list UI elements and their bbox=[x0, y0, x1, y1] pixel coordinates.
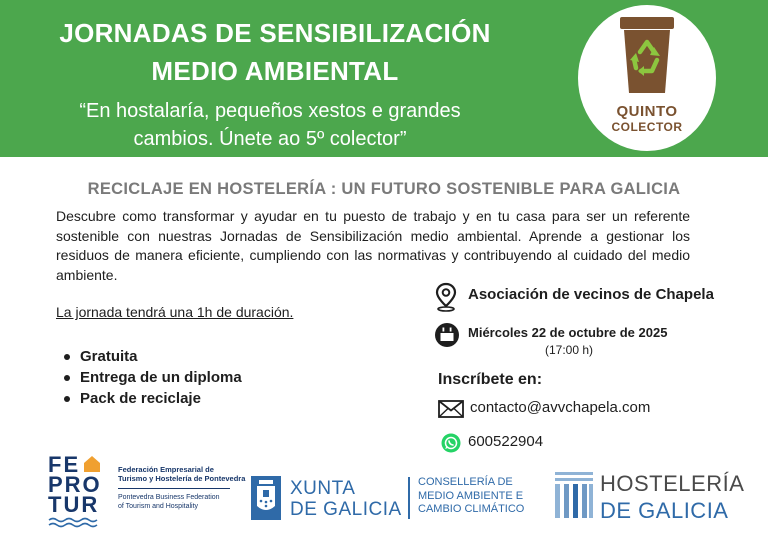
contact-email-link[interactable]: contacto@avvchapela.com bbox=[470, 399, 651, 416]
hosteleria-emblem-icon bbox=[553, 468, 595, 520]
tagline-quote bbox=[0, 97, 540, 153]
conselleria-line-2: MEDIO AMBIENTE E bbox=[418, 489, 524, 502]
waves-icon bbox=[48, 517, 100, 529]
feprotur-name-en: Pontevedra Business Federation of Tourism and Hospitality bbox=[118, 494, 220, 510]
quinto-colector-logo bbox=[578, 5, 716, 151]
feprotur-text-1: FE bbox=[48, 452, 81, 477]
conselleria-name bbox=[418, 476, 524, 517]
hosteleria-wordmark bbox=[600, 470, 744, 524]
contact-phone: 600522904 bbox=[468, 433, 544, 450]
xunta-line-1: XUNTA bbox=[290, 478, 356, 499]
house-icon bbox=[82, 455, 102, 473]
section-subtitle: RECICLAJE EN HOSTELERÍA : UN FUTURO SOSTENIBLE PARA GALICIA bbox=[87, 180, 681, 198]
tagline-line-2: cambios. Únete ao 5º colector” bbox=[133, 128, 407, 150]
calendar-icon bbox=[434, 322, 460, 348]
conselleria-line-1: CONSELLERÍA DE bbox=[418, 476, 513, 488]
list-item: Gratuita bbox=[60, 346, 242, 367]
divider bbox=[408, 477, 410, 519]
xunta-wordmark bbox=[290, 478, 402, 520]
location-pin-icon bbox=[434, 282, 458, 312]
envelope-icon bbox=[438, 400, 464, 418]
xunta-coat-of-arms-icon bbox=[251, 476, 281, 520]
list-item: Pack de reciclaje bbox=[60, 388, 242, 409]
header-banner bbox=[0, 0, 768, 157]
event-location: Asociación de vecinos de Chapela bbox=[468, 286, 714, 303]
register-heading: Inscríbete en: bbox=[438, 371, 543, 388]
xunta-line-2: DE GALICIA bbox=[290, 499, 402, 520]
title-line-2: MEDIO AMBIENTAL bbox=[151, 56, 399, 86]
event-time: (17:00 h) bbox=[545, 343, 594, 357]
recycling-bin-icon bbox=[578, 5, 716, 103]
logo-word-1: QUINTO bbox=[616, 103, 678, 120]
feprotur-name: Federación Empresarial de Turismo y Hostelería de Pontevedra bbox=[118, 465, 246, 483]
feprotur-text-2: PRO bbox=[48, 472, 102, 497]
benefits-list bbox=[60, 346, 242, 409]
title-line-1: JORNADAS DE SENSIBILIZACIÓN bbox=[59, 18, 491, 48]
conselleria-line-3: CAMBIO CLIMÁTICO bbox=[418, 503, 525, 515]
event-date: Miércoles 22 de octubre de 2025 bbox=[468, 325, 668, 340]
logo-word-2: COLECTOR bbox=[611, 120, 683, 134]
hosteleria-line-2: DE GALICIA bbox=[600, 498, 729, 523]
list-item: Entrega de un diploma bbox=[60, 367, 242, 388]
feprotur-text-3: TUR bbox=[48, 492, 100, 517]
whatsapp-icon bbox=[441, 433, 461, 453]
tagline-line-1: “En hostalaría, pequeños xestos e grandes bbox=[79, 100, 461, 122]
duration-note: La jornada tendrá una 1h de duración. bbox=[56, 304, 294, 320]
divider bbox=[118, 488, 230, 489]
description-paragraph: Descubre como transformar y ayudar en tu puesto de trabajo y en tu casa para ser un referente sostenible con nuestras Jornadas de Sensibilización medio ambiental. Aprende a gestionar los residuos de manera eficiente, cumpliendo con las normativas y contribuyendo al cuidado del medio ambiente. bbox=[56, 208, 690, 283]
hosteleria-line-1: HOSTELERÍA bbox=[600, 471, 745, 496]
